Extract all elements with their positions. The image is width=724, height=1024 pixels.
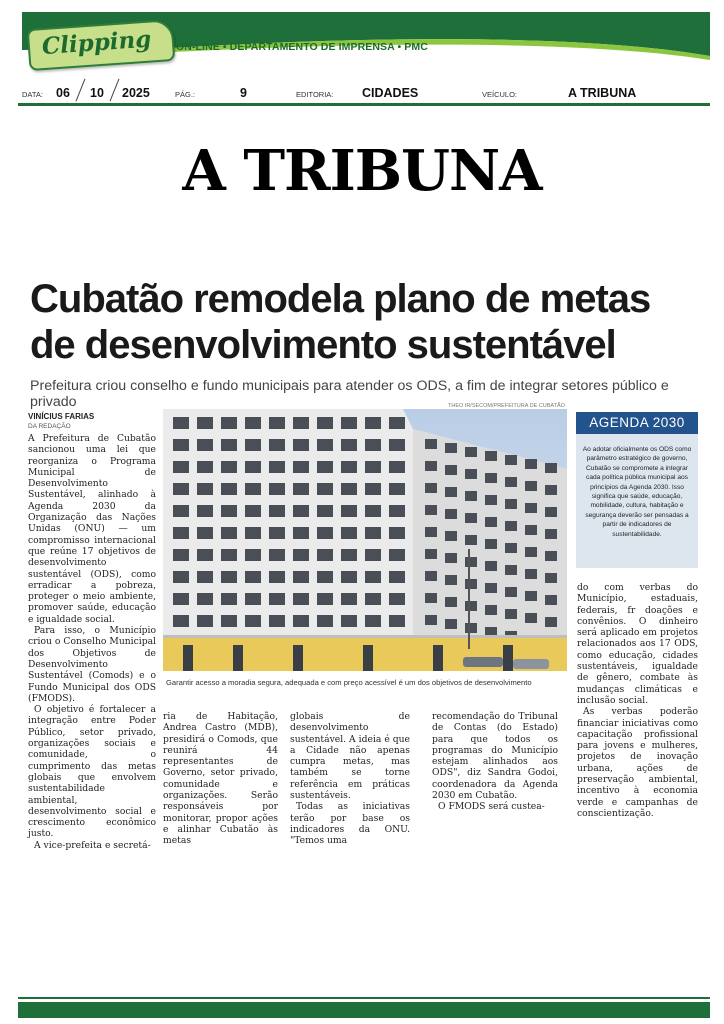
- article-photo: [163, 409, 567, 671]
- article-column-5: [577, 582, 698, 819]
- headline-line-1: Cubatão remodela plano de metas: [30, 277, 651, 321]
- article-subhead: Prefeitura criou conselho e fundo municipais para atender os ODS, a fim de integrar setores público e privado: [30, 378, 669, 410]
- footer-band: [18, 1002, 710, 1018]
- building-photo: [163, 409, 567, 671]
- headline-line-2: de desenvolvimento sustentável: [30, 323, 616, 367]
- paragraph: O objetivo é fortalecer a integração entre Poder Público, setor privado, organizações sociais e comunidade, o cumprimento das metas globais que envolvem sustentabilidade ambiental, desenvolvimento social e crescimento econômico justo.: [28, 704, 156, 840]
- veiculo-value: A TRIBUNA: [568, 86, 637, 100]
- paragraph: ria de Habitação, Andrea Castro (MDB), presidirá o Comods, que reunirá 44 representantes de Governo, setor privado, comunidade e organizações. Serão responsáveis por monitorar, propor ações e alinhar Cubatão às metas: [163, 711, 278, 847]
- article-headline: [30, 276, 690, 368]
- sidebar-body: Ao adotar oficialmente os ODS como parâmetro estratégico de governo, Cubatão se compromete a integrar cada política pública municipal aos princípios da Agenda 2030. Isso significa que saúde, educação, mobilidade, cultura, habitação e segurança deverão ser pensadas a partir de indicadores de sustentabilidade.: [582, 446, 692, 538]
- paragraph: A Prefeitura de Cubatão sancionou uma lei que reorganiza o Programa Municipal de Desenvolvimento Sustentável, alinhado à Agenda 2030 da Organização das Nações Unidas (ONU) — um compromisso internacional que reúne 17 objetivos de desenvolvimento sustentável (ODS), como erradicar a pobreza, proteger o meio ambiente, promover saúde, educação e igualdade social.: [28, 433, 156, 625]
- date-day: 06: [56, 86, 70, 100]
- article-column-1: [28, 433, 156, 851]
- editoria-value: CIDADES: [362, 86, 419, 100]
- article-column-2: [163, 711, 278, 847]
- paragraph: O FMODS será custea-: [438, 801, 545, 813]
- paragraph: Todas as iniciativas terão por base os indicadores da ONU. "Temos uma: [290, 801, 410, 847]
- article-desk: DA REDAÇÃO: [28, 423, 71, 430]
- article-column-4: [432, 711, 558, 813]
- agenda-2030-box: [576, 412, 698, 568]
- paragraph: A vice-prefeita e secretá-: [34, 839, 151, 851]
- paragraph: globais de desenvolvimento sustentável. A ideia é que a Cidade não apenas cumpra metas, mas também se torne referência em práticas sustentáveis.: [290, 711, 410, 802]
- date-separator: [76, 79, 86, 102]
- sidebar-title: AGENDA 2030: [576, 412, 698, 434]
- date-month: 10: [90, 86, 104, 100]
- article-column-3: [290, 711, 410, 847]
- paragraph: recomendação do Tribunal de Contas (do Estado) para que todos os programas do Município estejam alinhados aos ODS", diz Sandra Godoi, coordenadora da Agenda 2030 em Cubatão.: [432, 711, 558, 802]
- veiculo-label: VEÍCULO:: [482, 90, 518, 99]
- photo-credit: THEO IR/SECOM/PREFEITURA DE CUBATÃO: [448, 403, 565, 409]
- clipping-logo: Clipping: [27, 19, 176, 71]
- footer-rule: [18, 997, 710, 999]
- photo-caption: Garantir acesso a moradia segura, adequada e com preço acessível é um dos objetivos de desenvolvimento: [166, 678, 532, 687]
- page-number: 9: [240, 86, 247, 100]
- paragraph: Para isso, o Município criou o Conselho Municipal dos Objetivos de Desenvolvimento Sustentável (Comods) e o Fundo Municipal dos ODS (FMODS).: [28, 625, 156, 704]
- newspaper-masthead: A TRIBUNA: [182, 138, 542, 204]
- date-separator: [110, 79, 120, 102]
- paragraph: As verbas poderão financiar iniciativas como capacitação profissional para jovens e mulheres, projetos de inovação urbana, ações de preservação ambiental, incentivo à economia verde e campanhas de conscientização.: [577, 706, 698, 819]
- page-label: PÁG.:: [175, 90, 196, 99]
- paragraph: do com verbas do Município, estaduais, federais, fr doações e convênios. O dinheiro será aplicado em projetos relacionados aos 17 ODS, como educação, cidades sustentáveis, igualdade de gênero, combate às mudanças climáticas e inclusão social.: [577, 582, 698, 706]
- article-author: VINÍCIUS FARIAS: [28, 412, 95, 421]
- header-department-line: ON-LINE • DEPARTAMENTO DE IMPRENSA • PMC: [176, 41, 428, 53]
- date-year: 2025: [122, 86, 150, 100]
- editoria-label: EDITORIA:: [296, 90, 334, 99]
- meta-divider: [18, 103, 710, 106]
- date-label: DATA:: [22, 90, 43, 99]
